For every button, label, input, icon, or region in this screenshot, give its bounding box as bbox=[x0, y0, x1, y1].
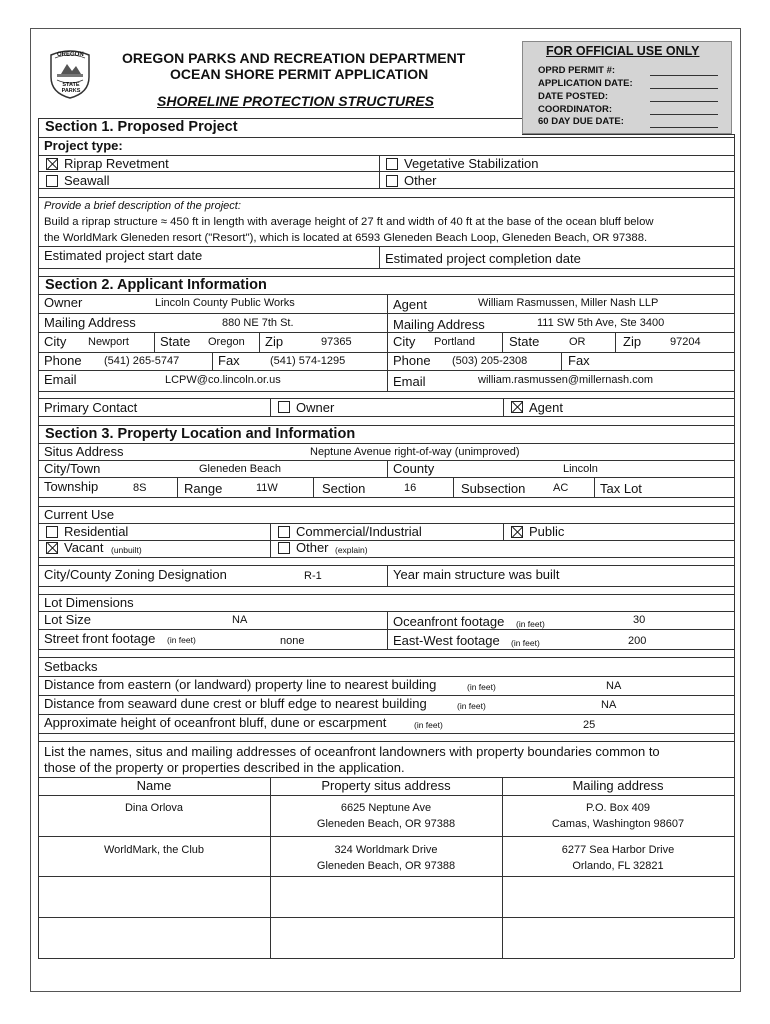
oceanfront-footage-label: Oceanfront footage bbox=[393, 614, 505, 629]
project-type-label: Project type: bbox=[44, 138, 123, 153]
vacant-checkbox[interactable] bbox=[46, 542, 58, 554]
primary-contact-owner-checkbox[interactable] bbox=[278, 401, 290, 413]
agent-mailing-value[interactable]: 111 SW 5th Ave, Ste 3400 bbox=[537, 317, 665, 329]
lot-size-label: Lot Size bbox=[44, 612, 91, 627]
street-front-in-feet: (in feet) bbox=[167, 635, 196, 645]
setback-eastern-value[interactable]: NA bbox=[606, 680, 622, 692]
township-value[interactable]: 8S bbox=[133, 482, 147, 494]
riprap-revetment-checkbox[interactable] bbox=[46, 158, 58, 170]
oceanfront-in-feet: (in feet) bbox=[516, 619, 545, 629]
agency-name: OREGON PARKS AND RECREATION DEPARTMENT bbox=[122, 50, 466, 66]
east-west-in-feet: (in feet) bbox=[511, 638, 540, 648]
vegetative-stabilization-label: Vegetative Stabilization bbox=[404, 156, 539, 171]
owner-value[interactable]: Lincoln County Public Works bbox=[155, 297, 295, 309]
vacant-note: (unbuilt) bbox=[111, 545, 142, 555]
zoning-label: City/County Zoning Designation bbox=[44, 567, 227, 582]
landowner-2-name[interactable]: WorldMark, the Club bbox=[103, 844, 205, 856]
agent-state-label: State bbox=[509, 334, 540, 349]
section-1-title: Section 1. Proposed Project bbox=[45, 119, 238, 135]
primary-contact-owner-label: Owner bbox=[296, 400, 335, 415]
setback-seaward-label: Distance from seaward dune crest or bluff edge to nearest building bbox=[44, 696, 427, 711]
riprap-revetment-label: Riprap Revetment bbox=[64, 156, 169, 171]
tax-lot-label: Tax Lot bbox=[600, 481, 642, 496]
city-town-value[interactable]: Gleneden Beach bbox=[199, 463, 281, 475]
subsection-label: Subsection bbox=[461, 481, 526, 496]
form-title: OCEAN SHORE PERMIT APPLICATION bbox=[170, 66, 429, 82]
owner-state-value[interactable]: Oregon bbox=[208, 336, 245, 348]
landowner-2-mail-2[interactable]: Orlando, FL 32821 bbox=[572, 860, 664, 872]
owner-state-label: State bbox=[160, 334, 191, 349]
agent-mailing-label: Mailing Address bbox=[393, 317, 485, 332]
description-line-1[interactable]: Build a riprap structure ≈ 450 ft in length with average height of 27 ft and width of 40 ft at the base of the ocean bluff below bbox=[44, 216, 654, 228]
township-label: Township bbox=[44, 479, 99, 494]
public-label: Public bbox=[529, 524, 565, 539]
landowner-1-mail-1[interactable]: P.O. Box 409 bbox=[585, 802, 650, 814]
section-3-title: Section 3. Property Location and Information bbox=[45, 426, 356, 442]
subsection-value[interactable]: AC bbox=[553, 482, 569, 494]
residential-checkbox[interactable] bbox=[46, 526, 58, 538]
setback-seaward-in-feet: (in feet) bbox=[457, 701, 486, 711]
landowner-2-situs-2[interactable]: Gleneden Beach, OR 97388 bbox=[316, 860, 456, 872]
other-use-label: Other bbox=[296, 540, 329, 555]
agent-email-value[interactable]: william.rasmussen@millernash.com bbox=[478, 374, 653, 386]
landowners-prompt-line-1: List the names, situs and mailing addresses of oceanfront landowners with property boundaries common to bbox=[44, 744, 660, 759]
oceanfront-footage-value[interactable]: 30 bbox=[633, 614, 646, 626]
east-west-value[interactable]: 200 bbox=[628, 635, 647, 647]
landowner-2-situs-1[interactable]: 324 Worldmark Drive bbox=[334, 844, 438, 856]
east-west-label: East-West footage bbox=[393, 633, 500, 648]
owner-zip-label: Zip bbox=[265, 334, 284, 349]
description-line-2[interactable]: the WorldMark Gleneden resort ("Resort"), which is located at 6593 Gleneden Beach Loop, Gleneden Beach, OR 97388. bbox=[44, 232, 648, 244]
owner-phone-value[interactable]: (541) 265-5747 bbox=[104, 355, 180, 367]
owner-mailing-label: Mailing Address bbox=[44, 315, 136, 330]
other-use-note: (explain) bbox=[335, 545, 368, 555]
logo-top-text: OREGON bbox=[57, 52, 84, 58]
city-town-label: City/Town bbox=[44, 461, 101, 476]
bluff-height-value[interactable]: 25 bbox=[583, 719, 596, 731]
start-date-label: Estimated project start date bbox=[44, 248, 203, 263]
owner-zip-value[interactable]: 97365 bbox=[321, 336, 352, 348]
col-header-mailing: Mailing address bbox=[572, 778, 664, 793]
agent-value[interactable]: William Rasmussen, Miller Nash LLP bbox=[478, 297, 659, 309]
lot-size-value[interactable]: NA bbox=[232, 614, 248, 626]
owner-fax-label: Fax bbox=[218, 353, 240, 368]
description-prompt: Provide a brief description of the project: bbox=[44, 200, 241, 212]
owner-email-value[interactable]: LCPW@co.lincoln.or.us bbox=[165, 374, 281, 386]
col-header-name: Name bbox=[136, 778, 172, 793]
owner-email-label: Email bbox=[44, 372, 77, 387]
range-value[interactable]: 11W bbox=[256, 482, 278, 494]
primary-contact-agent-checkbox[interactable] bbox=[511, 401, 523, 413]
agent-email-label: Email bbox=[393, 374, 426, 389]
bluff-height-in-feet: (in feet) bbox=[414, 720, 443, 730]
logo-bottom-text: STATE PARKS bbox=[61, 82, 81, 94]
year-built-label: Year main structure was built bbox=[393, 567, 560, 582]
section-value[interactable]: 16 bbox=[404, 482, 417, 494]
county-value[interactable]: Lincoln bbox=[563, 463, 598, 475]
agent-phone-value[interactable]: (503) 205-2308 bbox=[452, 355, 528, 367]
coordinator-field[interactable] bbox=[650, 114, 718, 115]
landowner-1-name[interactable]: Dina Orlova bbox=[124, 802, 184, 814]
agent-zip-label: Zip bbox=[623, 334, 642, 349]
owner-city-value[interactable]: Newport bbox=[88, 336, 129, 348]
owner-label: Owner bbox=[44, 295, 83, 310]
coordinator-label: COORDINATOR: bbox=[538, 104, 613, 115]
section-label: Section bbox=[322, 481, 366, 496]
current-use-label: Current Use bbox=[44, 507, 115, 522]
agent-fax-label: Fax bbox=[568, 353, 590, 368]
seawall-checkbox[interactable] bbox=[46, 175, 58, 187]
situs-address-value[interactable]: Neptune Avenue right-of-way (unimproved) bbox=[310, 446, 520, 458]
landowner-2-mail-1[interactable]: 6277 Sea Harbor Drive bbox=[561, 844, 675, 856]
landowner-1-situs-1[interactable]: 6625 Neptune Ave bbox=[340, 802, 432, 814]
other-project-label: Other bbox=[404, 173, 437, 188]
agent-state-value[interactable]: OR bbox=[569, 336, 586, 348]
landowners-prompt-line-2: those of the property or properties described in the application. bbox=[44, 760, 405, 775]
oprd-permit-field[interactable] bbox=[650, 75, 718, 76]
application-date-label: APPLICATION DATE: bbox=[538, 78, 633, 89]
section-2-title: Section 2. Applicant Information bbox=[45, 277, 267, 293]
commercial-industrial-label: Commercial/Industrial bbox=[296, 524, 422, 539]
vegetative-stabilization-checkbox[interactable] bbox=[386, 158, 398, 170]
range-label: Range bbox=[184, 481, 223, 496]
due-date-field[interactable] bbox=[650, 127, 718, 128]
official-use-title: FOR OFFICIAL USE ONLY bbox=[546, 44, 700, 58]
oprd-permit-label: OPRD PERMIT #: bbox=[538, 65, 616, 76]
owner-mailing-value[interactable]: 880 NE 7th St. bbox=[222, 317, 294, 329]
situs-address-label: Situs Address bbox=[44, 444, 124, 459]
date-posted-label: DATE POSTED: bbox=[538, 91, 609, 102]
col-header-situs: Property situs address bbox=[321, 778, 451, 793]
agent-city-value[interactable]: Portland bbox=[434, 336, 475, 348]
landowner-1-situs-2[interactable]: Gleneden Beach, OR 97388 bbox=[316, 818, 456, 830]
residential-label: Residential bbox=[64, 524, 129, 539]
setback-eastern-in-feet: (in feet) bbox=[467, 682, 496, 692]
agent-zip-value[interactable]: 97204 bbox=[670, 336, 701, 348]
primary-contact-agent-label: Agent bbox=[529, 400, 563, 415]
landowner-1-mail-2[interactable]: Camas, Washington 98607 bbox=[551, 818, 685, 830]
completion-date-label: Estimated project completion date bbox=[385, 251, 581, 266]
bluff-height-label: Approximate height of oceanfront bluff, dune or escarpment bbox=[44, 715, 387, 730]
application-date-field[interactable] bbox=[650, 88, 718, 89]
public-checkbox[interactable] bbox=[511, 526, 523, 538]
commercial-industrial-checkbox[interactable] bbox=[278, 526, 290, 538]
setback-seaward-value[interactable]: NA bbox=[601, 699, 617, 711]
other-project-checkbox[interactable] bbox=[386, 175, 398, 187]
agent-label: Agent bbox=[393, 297, 427, 312]
form-subtitle: SHORELINE PROTECTION STRUCTURES bbox=[157, 93, 434, 109]
street-front-value[interactable]: none bbox=[280, 635, 305, 647]
zoning-value[interactable]: R-1 bbox=[304, 570, 322, 582]
vacant-label: Vacant bbox=[64, 540, 104, 555]
county-label: County bbox=[393, 461, 435, 476]
other-use-checkbox[interactable] bbox=[278, 542, 290, 554]
date-posted-field[interactable] bbox=[650, 101, 718, 102]
owner-city-label: City bbox=[44, 334, 67, 349]
due-date-label: 60 DAY DUE DATE: bbox=[538, 116, 624, 127]
primary-contact-label: Primary Contact bbox=[44, 400, 138, 415]
street-front-label: Street front footage bbox=[44, 631, 156, 646]
owner-fax-value[interactable]: (541) 574-1295 bbox=[270, 355, 346, 367]
setbacks-label: Setbacks bbox=[44, 659, 98, 674]
agent-phone-label: Phone bbox=[393, 353, 431, 368]
owner-phone-label: Phone bbox=[44, 353, 82, 368]
setback-eastern-label: Distance from eastern (or landward) property line to nearest building bbox=[44, 677, 437, 692]
lot-dimensions-label: Lot Dimensions bbox=[44, 595, 134, 610]
seawall-label: Seawall bbox=[64, 173, 110, 188]
agent-city-label: City bbox=[393, 334, 416, 349]
